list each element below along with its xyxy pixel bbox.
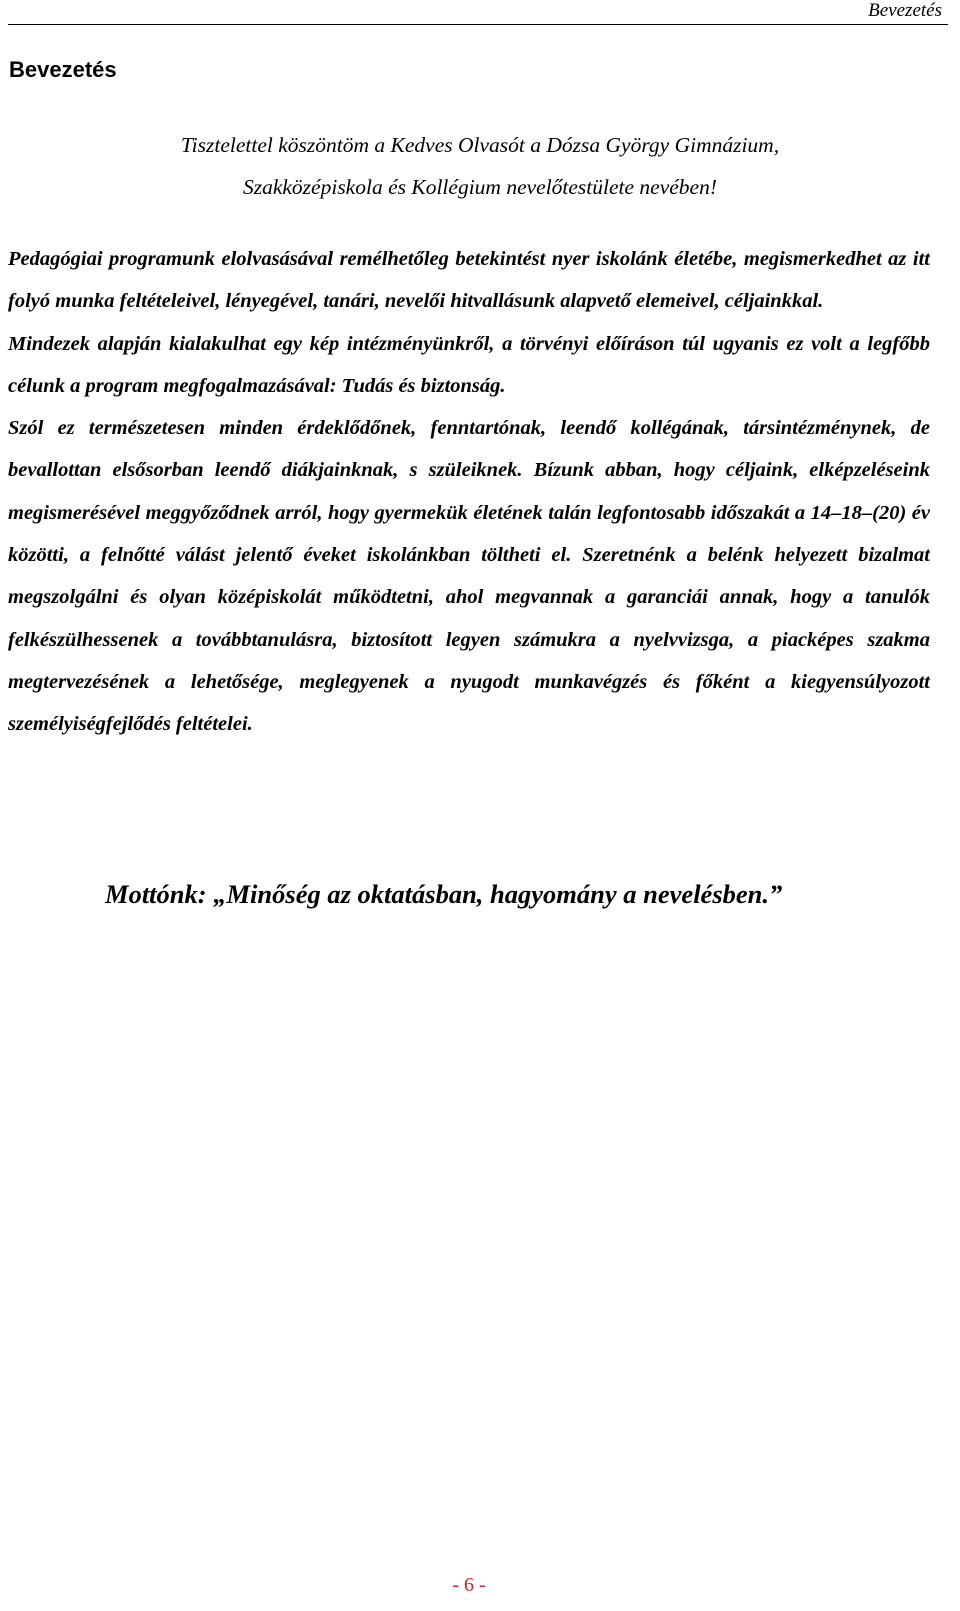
paragraph-goal: Mindezek alapján kialakulhat egy kép intézményünkről, a törvényi előíráson túl ugyanis ez volt a legfőbb célunk a program megfogalmazásával: Tudás és biztonság. xyxy=(8,332,930,397)
body-text xyxy=(8,238,930,746)
greeting xyxy=(0,124,960,208)
running-header: Bevezetés xyxy=(868,0,942,21)
paragraph-audience: Szól ez természetesen minden érdeklődőnek, fenntartónak, leendő kollégának, társintézménynek, de bevallottan elsősorban leendő diákjainknak, s szüleiknek. Bízunk abban, hogy céljaink, elképzeléseink megismerésével meggyőződnek arról, hogy gyermekük életének talán legfontosabb időszakát a 14–18–(20) év közötti, a felnőtté válást jelentő éveket iskolánkban töltheti el. Szeretnénk a belénk helyezett bizalmat megszolgálni és olyan középiskolát működtetni, ahol megvannak a garanciái annak, hogy a tanulók felkészülhessenek a továbbtanulásra, biztosított legyen számukra a nyelvvizsga, a piacképes szakma megtervezésének a lehetősége, meglegyenek a nyugodt munkavégzés és főként a kiegyensúlyozott személyiségfejlődés feltételei. xyxy=(8,417,930,736)
header-rule xyxy=(8,24,948,25)
greeting-line-1: Tisztelettel köszöntöm a Kedves Olvasót a Dózsa György Gimnázium, xyxy=(180,133,780,157)
greeting-line-2: Szakközépiskola és Kollégium nevelőtestülete nevében! xyxy=(242,175,718,199)
section-title: Bevezetés xyxy=(9,57,117,82)
paragraph-intro: Pedagógiai programunk elolvasásával remélhetőleg betekintést nyer iskolánk életébe, megismerkedhet az itt folyó munka feltételeivel, lényegével, tanári, nevelői hitvallásunk alapvető elemeivel, céljainkkal. xyxy=(8,248,930,313)
page-number: - 6 - xyxy=(452,1574,486,1596)
motto: Mottónk: „Minőség az oktatásban, hagyomány a nevelésben.” xyxy=(105,879,783,909)
